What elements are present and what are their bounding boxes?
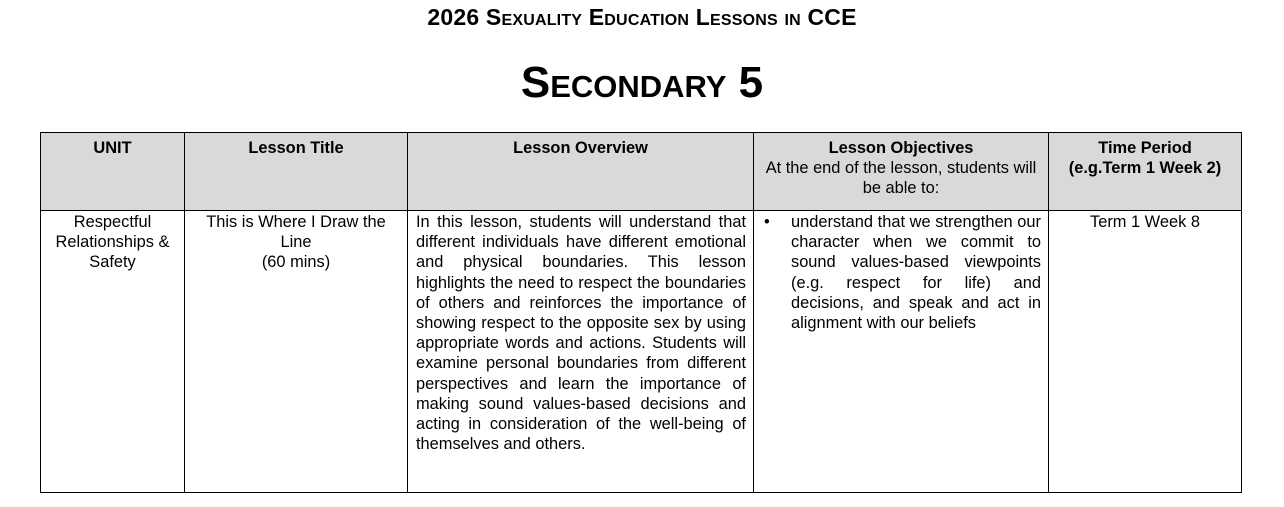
cell-lesson-objectives xyxy=(754,211,1049,493)
document-subtitle: Secondary 5 xyxy=(520,58,764,107)
bullet-icon: • xyxy=(764,213,770,231)
header-time-period: Time Period (e.g.Term 1 Week 2) xyxy=(1049,133,1242,211)
lesson-duration: (60 mins) xyxy=(261,253,331,272)
cell-lesson-overview: In this lesson, students will understand that different individuals have different emotional and physical boundaries. This lesson highlights the need to respect the boundaries of others and reinforces the importance of showing respect to the opposite sex by using appropriate words and actions. Students will examine personal boundaries from different perspectives and learn the importance of making sound values-based decisions and acting in consideration of the well-being of themselves and others. xyxy=(408,211,754,493)
table-header-row xyxy=(41,133,1242,211)
header-lesson-title: Lesson Title xyxy=(185,133,408,211)
objective-item: • understand that we strengthen our character when we commit to sound values-based viewpoints (e.g. respect for life) and decisions, and speak and act in alignment with our beliefs xyxy=(764,213,1041,333)
header-time-period-example: (e.g.Term 1 Week 2) xyxy=(1068,159,1222,177)
table-row xyxy=(41,211,1242,493)
cell-lesson-title xyxy=(185,211,408,493)
document-title: 2026 Sexuality Education Lessons in CCE xyxy=(427,4,857,30)
header-objectives-subtext: At the end of the lesson, students will be able to: xyxy=(765,159,1037,197)
objectives-list xyxy=(760,212,1042,333)
cell-unit: Respectful Relationships & Safety xyxy=(41,211,185,493)
header-lesson-objectives: Lesson Objectives At the end of the lesson, students will be able to: xyxy=(754,133,1049,211)
lesson-title-text: This is Where I Draw the Line xyxy=(206,213,386,252)
cell-time-period: Term 1 Week 8 xyxy=(1049,211,1242,493)
header-lesson-overview: Lesson Overview xyxy=(408,133,754,211)
header-unit: UNIT xyxy=(41,133,185,211)
lessons-table xyxy=(40,132,1242,493)
